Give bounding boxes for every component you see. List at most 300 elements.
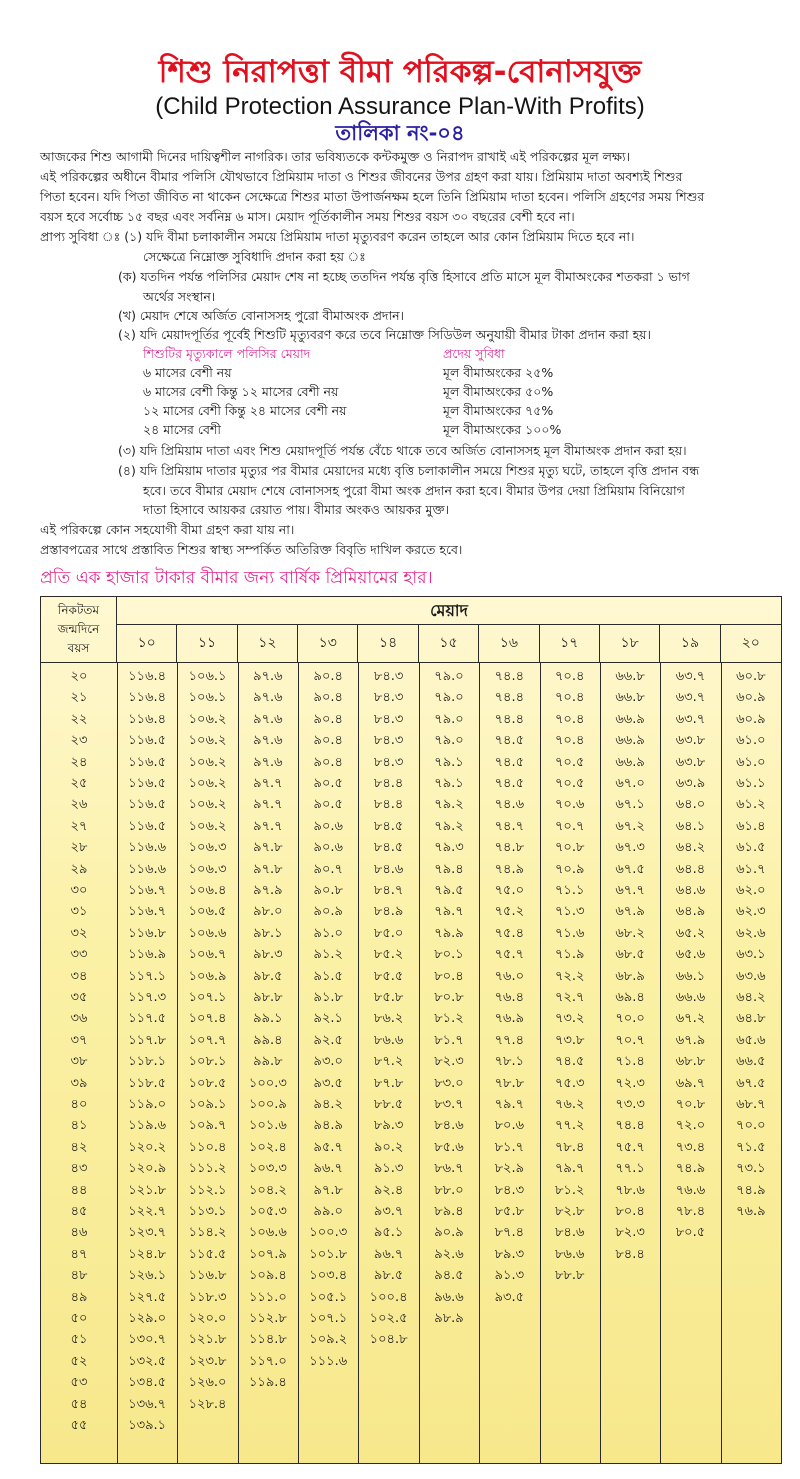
premium-rate-cell: ৮৪.৪ [615,1246,645,1262]
premium-rate-title: প্রতি এক হাজার টাকার বীমার জন্য বার্ষিক প্রিমিয়ামের হার। [40,568,433,588]
term-header: মেয়াদ [117,597,781,625]
plan-title-bengali: শিশু নিরাপত্তা বীমা পরিকল্প-বোনাসযুক্ত [158,54,642,90]
premium-rate-cell: ৯৭.৯ [253,883,283,898]
age-cell: ২৪ [70,754,88,770]
premium-rate-cell: ১১৬.৭ [128,904,167,920]
premium-rate-cell: ৭৭.২ [554,1118,585,1134]
premium-rate-cell: ৭৯.২ [434,797,464,813]
premium-rate-cell: ৭১.৫ [736,1139,766,1155]
premium-rate-cell: ৬৪.০ [675,797,706,813]
premium-rate-cell: ৭৪.৫ [494,776,525,791]
premium-rate-cell: ৯৩.৫ [313,1075,343,1091]
premium-rate-cell: ১০৯.৭ [188,1118,227,1134]
premium-rate-cell: ৭৮.৪ [675,1204,706,1219]
premium-rate-cell: ১০০.৩ [248,1075,287,1091]
term-column-headers [117,625,781,663]
premium-rate-cell: ৭৪.৫ [494,754,525,770]
age-cell: ৪৭ [70,1246,88,1262]
premium-rate-cell: ৭৯.৭ [554,1161,585,1177]
intro-line: পিতা হবেন। যদি পিতা জীবিত না থাকেন সেক্ষেত্রে শিশুর মাতা উপার্জনক্ষম হলে তিনি প্রিমিয়াম দাতা হবেন। পলিসি গ্রহণের সময় শিশুর [40,189,705,204]
schedule-period: ২৪ মাসের বেশী [143,422,221,437]
premium-rate-cell: ৯০.৭ [313,861,343,877]
premium-rate-cell: ৭৮.৪ [554,1139,585,1155]
premium-rate-cell: ৯৮.৫ [253,968,283,984]
intro-line: অর্থের সংস্থান। [143,289,216,304]
term-column-header: ১৭ [540,625,600,662]
age-cell: ৫০ [70,1311,88,1326]
premium-rate-cell: ৭৯.০ [434,669,464,684]
benefit-line: হবে। তবে বীমার মেয়াদ শেষে বোনাসসহ পুরো বীমা অংক প্রদান করা হবে। বীমার উপর দেয়া প্রিমিয়াম বিনিয়োগ [143,483,685,498]
premium-rate-cell: ১২৩.৮ [188,1353,227,1369]
premium-rate-cell: ১১৪.৮ [248,1332,287,1348]
premium-rate-cell: ৯৯.৮ [253,1054,283,1070]
premium-rate-cell: ১১৬.৪ [128,690,167,706]
premium-rate-cell: ৬৩.৯ [675,776,706,791]
premium-rate-cell: ৬১.৪ [736,818,766,834]
premium-rate-cell: ৮১.৭ [494,1139,525,1155]
premium-rate-cell: ৯৫.৭ [313,1139,343,1155]
premium-rate-cell: ৮৫.০ [373,925,404,941]
premium-rate-cell: ১৩৯.১ [128,1418,167,1433]
premium-rate-cell: ৬১.০ [736,754,766,770]
plan-title-english: (Child Protection Assurance Plan-With Profits) [155,93,645,120]
premium-rate-cell: ৮৯.৩ [494,1246,525,1262]
premium-rate-cell: ৬৮.৯ [615,968,645,984]
premium-rate-cell: ৭৯.৭ [434,904,464,920]
premium-rate-cell: ৬৪.৮ [736,1011,766,1027]
premium-rate-cell: ১০৭.৪ [188,1011,227,1027]
premium-rate-cell: ৬৬.৯ [615,711,645,727]
premium-rate-cell: ১০৬.৭ [188,947,227,963]
premium-rate-cell: ১২২.৭ [128,1204,167,1219]
term-column-header: ১১ [177,625,237,662]
age-cell: ৩৫ [70,990,88,1005]
term-column-header: ১৩ [298,625,358,662]
age-cell: ২৬ [70,797,88,813]
age-cell: ৩৩ [70,947,88,963]
premium-rate-cell: ৭৯.১ [434,754,464,770]
premium-rate-cell: ১১৬.৫ [128,776,167,791]
intro-line: (ক) যতদিন পর্যন্ত পলিসির মেয়াদ শেষ না হচ্ছে ততদিন পর্যন্ত বৃত্তি হিসাবে প্রতি মাসে মূল বীমাঅংকের শতকরা ১ ভাগ [118,269,690,284]
premium-rate-cell: ৮৬.৭ [434,1161,464,1177]
premium-rate-cell: ১১৮.৩ [188,1289,227,1305]
age-cell: ৩১ [70,904,88,920]
age-cell: ৪০ [70,1097,88,1112]
premium-rate-cell: ৮৩.০ [434,1075,464,1091]
premium-rate-cell: ৭০.৪ [554,690,585,706]
premium-rate-cell: ৭৪.৭ [494,818,525,834]
premium-rate-cell: ১০৮.৫ [188,1075,227,1091]
age-cell: ৪৫ [70,1204,88,1219]
intro-line: (খ) মেয়াদ শেষে অর্জিত বোনাসসহ পুরো বীমাঅংক প্রদান। [118,308,405,323]
premium-rate-cell: ১১৬.৫ [128,797,167,813]
premium-rate-cell: ১০৬.৫ [188,904,227,920]
premium-rate-cell: ১১৮.১ [128,1054,167,1070]
premium-rate-cell: ৮১.২ [554,1182,585,1198]
premium-rate-cell: ১০৬.২ [188,776,227,791]
premium-rate-cell: ৭৪.৪ [615,1118,645,1134]
premium-rate-cell: ৮৪.৩ [373,733,404,749]
premium-rate-cell: ১০৬.২ [188,711,227,727]
premium-rate-cell: ১১৬.৮ [188,1268,227,1284]
premium-rate-cell: ৮৩.৭ [434,1097,464,1112]
premium-rate-cell: ৭৬.৪ [494,990,525,1005]
premium-rate-cell: ১০৬.৬ [188,925,227,941]
premium-rate-cell: ৭৪.৪ [494,711,525,727]
premium-rate-cell: ৮৪.৪ [373,776,404,791]
premium-rate-cell: ৭০.৯ [554,861,585,877]
premium-rate-cell: ১৩২.৫ [128,1353,167,1369]
age-cell: ৪৮ [70,1268,88,1284]
premium-rate-cell: ১১৬.৫ [128,733,167,749]
premium-rate-cell: ৯১.৮ [313,990,343,1005]
age-cell: ৩৬ [70,1011,88,1027]
premium-rate-cell: ১১৯.০ [128,1097,167,1112]
premium-rate-cell: ৭৫.০ [494,883,525,898]
premium-rate-cell: ১২৭.৫ [128,1289,167,1305]
age-cell: ২০ [70,669,88,684]
premium-rate-cell: ১০৬.১ [188,669,227,684]
premium-rate-cell: ৭০.৭ [554,818,585,834]
premium-rate-cell: ১০৭.৯ [248,1246,287,1262]
premium-rate-cell: ১০৩.৪ [309,1268,348,1284]
premium-rate-cell: ৮২.৩ [615,1225,645,1241]
premium-rate-cell: ৬৬.১ [675,968,706,984]
premium-rate-cell: ১০০.৯ [248,1097,287,1112]
premium-rate-cell: ৬৩.১ [736,947,766,963]
premium-rate-cell: ৭২.২ [554,968,585,984]
age-cell: ২১ [70,690,88,706]
premium-rate-cell: ৬৭.২ [675,1011,706,1027]
term-column-header: ১৮ [600,625,660,662]
premium-rate-cell: ৯৭.৮ [313,1182,343,1198]
age-cell: ৪২ [70,1139,88,1155]
premium-rate-cell: ৯১.৩ [373,1161,404,1177]
premium-rate-cell: ৯৭.৬ [253,733,283,749]
premium-rate-cell: ১০৪.২ [248,1182,287,1198]
age-cell: ৩৪ [70,968,88,984]
premium-rate-cell: ১২১.৮ [188,1332,227,1348]
premium-rate-cell: ৬৪.২ [736,990,766,1005]
intro-line: প্রাপ্য সুবিধা ঃ (১) যদি বীমা চলাকালীন সময়ে প্রিমিয়াম দাতা মৃত্যুবরণ করেন তাহলে আর কোন প্রিমিয়াম দিতে হবে না। [40,229,635,244]
premium-rate-cell: ৯৮.৫ [373,1268,404,1284]
premium-rate-cell: ৬৫.৬ [675,947,706,963]
premium-rate-cell: ৮৬.২ [373,1011,404,1027]
schedule-period: ১২ মাসের বেশী কিন্তু ২৪ মাসের বেশী নয় [143,403,347,418]
age-cell: ৩৯ [70,1075,88,1091]
premium-rate-cell: ৭৬.৯ [494,1011,525,1027]
premium-rate-cell: ১২০.২ [128,1139,167,1155]
premium-rate-cell: ৯১.০ [313,925,343,941]
premium-rate-cell: ৯০.৪ [313,711,343,727]
premium-rate-cell: ৯২.৬ [434,1246,464,1262]
premium-rate-cell: ১২৬.০ [188,1375,227,1391]
premium-rate-cell: ৯০.৯ [434,1225,464,1241]
premium-rate-cell: ৯৭.৬ [253,754,283,770]
premium-rate-cell: ৮২.৩ [434,1054,464,1070]
premium-rate-cell: ৮৫.৫ [373,968,404,984]
premium-rate-cell: ৯৭.৬ [253,711,283,727]
premium-rate-cell: ৯৯.০ [313,1204,343,1219]
premium-rate-cell: ৭৪.৯ [494,861,525,877]
premium-rate-cell: ৬৭.৫ [615,861,645,877]
premium-rate-cell: ৮৭.৪ [494,1225,525,1241]
premium-rate-cell: ১৩৬.৭ [128,1396,167,1412]
premium-rate-cell: ৯০.৪ [313,754,343,770]
premium-rate-cell: ১০৪.৮ [369,1332,408,1348]
premium-rate-cell: ৭৩.১ [736,1161,766,1177]
premium-rate-cell: ৯৮.০ [253,904,283,920]
premium-rate-cell: ৬১.২ [736,797,766,813]
intro-line: বয়স হবে সর্বোচ্চ ১৫ বছর এবং সর্বনিম্ন ৬ মাস। মেয়াদ পূর্তিকালীন সময় শিশুর বয়স ৩০ বছরের বেশী হবে না। [40,209,575,224]
premium-rate-cell: ৯০.৫ [313,797,343,813]
benefit-line: দাতা হিসাবে আয়কর রেয়াত পায়। বীমার অংকও আয়কর মুক্ত। [143,502,450,517]
intro-line: আজকের শিশু আগামী দিনের দায়িত্বশীল নাগরিক। তার ভবিষ্যতকে কন্টকমুক্ত ও নিরাপদ রাখাই এই পরিকল্পের মূল লক্ষ্য। [40,149,631,164]
premium-rate-cell: ৬২.৬ [736,925,766,941]
premium-rate-cell: ৬৪.৯ [675,904,706,920]
premium-rate-cell: ৬৭.০ [615,776,645,791]
premium-rate-cell: ৬৭.৯ [615,904,645,920]
premium-rate-cell: ১১৬.৪ [128,711,167,727]
premium-rate-cell: ১০৯.১ [188,1097,227,1112]
premium-rate-cell: ৯০.৪ [313,690,343,706]
premium-rate-cell: ১০৬.৪ [188,883,227,898]
premium-rate-cell: ১০৫.৩ [248,1204,287,1219]
premium-rate-cell: ৭০.৪ [554,733,585,749]
premium-rate-cell: ৭৬.৯ [736,1204,766,1219]
premium-rate-cell: ৭০.৭ [615,1032,645,1048]
premium-rate-cell: ১০৬.৯ [188,968,227,984]
premium-rate-cell: ৮০.৫ [675,1225,706,1241]
premium-rate-cell: ১১৬.৬ [128,840,167,856]
premium-rate-cell: ৬৩.৬ [736,968,766,984]
age-column-header [41,597,117,663]
premium-rate-cell: ৮৪.৬ [373,861,404,877]
premium-rate-cell: ৮০.১ [434,947,464,963]
premium-rate-cell: ১৩৪.৫ [128,1375,167,1391]
schedule-benefit: মূল বীমাঅংকের ৭৫% [443,403,554,418]
premium-rate-cell: ৭৩.৩ [615,1097,645,1112]
premium-rate-cell: ১১১.৬ [309,1353,348,1369]
premium-rate-cell: ৮৫.২ [373,947,404,963]
age-cell: ৫৫ [70,1418,88,1433]
term-column-header: ১৫ [419,625,479,662]
premium-rate-cell: ৯৯.৪ [253,1032,283,1048]
premium-rate-cell: ১২৮.৪ [188,1396,227,1412]
premium-rate-cell: ৯৩.৭ [373,1204,404,1219]
premium-rate-cell: ১০০.৪ [369,1289,408,1305]
premium-rate-cell: ৮৭.২ [373,1054,404,1070]
premium-rate-cell: ১১২.৮ [248,1311,287,1326]
premium-rate-cell: ৯০.৪ [313,669,343,684]
premium-rate-cell: ৯২.৪ [373,1182,404,1198]
premium-rate-cell: ৮৭.৮ [373,1075,404,1091]
premium-rate-cell: ৮৪.৫ [373,840,404,856]
premium-rate-cell: ৬৮.২ [615,925,645,941]
premium-rate-cell: ৮৪.৬ [554,1225,585,1241]
age-header-line: বয়স [67,641,90,655]
premium-rate-cell: ৮৪.৯ [373,904,404,920]
premium-rate-cell: ৭৪.৯ [675,1161,706,1177]
premium-rate-cell: ৭৮.১ [494,1054,525,1070]
premium-rate-cell: ৯০.৬ [313,818,343,834]
premium-rate-cell: ৭০.৪ [554,669,585,684]
premium-rate-cell: ৭০.৪ [554,711,585,727]
premium-rate-cell: ১১৬.৫ [128,754,167,770]
premium-rate-cell: ১১৬.৪ [128,669,167,684]
premium-rate-cell: ৯৭.৬ [253,690,283,706]
premium-rate-cell: ৮৪.৫ [373,818,404,834]
premium-rate-cell: ৬১.০ [736,733,766,749]
premium-rate-cell: ৯০.৯ [313,904,343,920]
premium-rate-cell: ৬০.৯ [736,690,766,706]
premium-rate-cell: ৮০.৪ [615,1204,645,1219]
premium-rate-cell: ৮৫.৮ [373,990,404,1005]
premium-rate-cell: ৭১.৪ [615,1054,645,1070]
premium-rate-cell: ৯৭.৮ [253,840,283,856]
premium-rate-cell: ১২০.০ [188,1311,227,1326]
premium-rate-cell: ৭৬.০ [494,968,525,984]
premium-rate-cell: ১১৭.০ [248,1353,287,1369]
premium-rate-cell: ৭৫.৭ [494,947,525,963]
premium-rate-cell: ৬৪.২ [675,840,706,856]
premium-rate-cell: ৮৫.৮ [494,1204,525,1219]
benefit-line: এই পরিকল্পে কোন সহযোগী বীমা গ্রহণ করা যায় না। [40,522,295,537]
premium-rate-cell: ৬৬.৫ [736,1054,766,1070]
premium-rate-cell: ১০৬.৬ [248,1225,287,1241]
premium-rate-cell: ১০৭.১ [309,1311,348,1326]
age-header-line: নিকটতম [57,603,100,617]
premium-rate-cell: ৬৬.৮ [615,690,645,706]
premium-rate-cell: ১০৬.১ [188,690,227,706]
schedule-benefit: মূল বীমাঅংকের ১০০% [443,422,562,437]
premium-rate-cell: ৯৮.৯ [434,1311,464,1326]
premium-rate-cell: ৭৯.১ [434,776,464,791]
premium-rate-cell: ৯০.৫ [313,776,343,791]
premium-rate-cell: ১১৮.৫ [128,1075,167,1091]
premium-rate-cell: ১২৩.৭ [128,1225,167,1241]
premium-rate-cell: ৯৪.৫ [434,1268,464,1284]
premium-rate-cell: ৬৬.৯ [615,733,645,749]
premium-rate-cell: ৭১.৯ [554,947,585,963]
premium-rate-cell: ৮৪.৭ [373,883,404,898]
premium-rate-cell: ৭৭.১ [615,1161,645,1177]
age-cell: ২৯ [70,861,88,877]
schedule-header-benefit: প্রদেয় সুবিধা [443,346,505,361]
premium-rate-cell: ৯৮.১ [253,925,283,941]
premium-rate-cell: ৮২.৮ [554,1204,585,1219]
age-cell: ৫৩ [70,1375,88,1391]
premium-rate-cell: ৮৪.৩ [494,1182,525,1198]
premium-rate-cell: ৮৪.৩ [373,690,404,706]
premium-rate-cell: ১০৮.১ [188,1054,227,1070]
premium-rate-cell: ৬১.৫ [736,840,766,856]
premium-rate-cell: ৭০.৮ [554,840,585,856]
premium-rate-cell: ৭০.৬ [554,797,585,813]
benefit-line: (৩) যদি প্রিমিয়াম দাতা এবং শিশু মেয়াদপূর্তি পর্যন্ত বেঁচে থাকে তবে অর্জিত বোনাসসহ মূল বীমাঅংক প্রদান করা হয়। [118,443,687,458]
premium-rate-cell: ১১১.২ [188,1161,227,1177]
premium-rate-cell: ১০৬.২ [188,797,227,813]
premium-rate-cell: ৬০.৮ [736,669,766,684]
premium-rate-cell: ১০৯.২ [309,1332,348,1348]
premium-rate-cell: ৮০.৮ [434,990,464,1005]
premium-rate-cell: ৭৩.২ [554,1011,585,1027]
premium-rate-cell: ৬৮.৫ [615,947,645,963]
premium-rate-cell: ১০৬.২ [188,818,227,834]
premium-rate-cell: ৬৩.৭ [675,690,706,706]
premium-rate-cell: ৭৫.৭ [615,1139,645,1155]
term-column-header: ১০ [117,625,177,662]
age-cell: ৫৪ [70,1396,88,1412]
premium-rate-cell: ৭০.০ [615,1011,645,1027]
premium-rate-cell: ৭২.৭ [554,990,585,1005]
premium-rate-cell: ১১৬.৯ [128,947,167,963]
premium-rate-cell: ৬৬.৯ [615,754,645,770]
premium-rate-cell: ১০৭.১ [188,990,227,1005]
premium-rate-cell: ৭০.৫ [554,776,585,791]
term-column-header: ১২ [238,625,298,662]
premium-rate-cell: ১০৭.৭ [188,1032,227,1048]
premium-rate-cell: ৭৬.৬ [675,1182,706,1198]
premium-rate-cell: ৯১.৩ [494,1268,525,1284]
premium-rate-cell: ৯২.১ [313,1011,343,1027]
premium-rate-cell: ৬২.০ [736,883,766,898]
premium-rate-cell: ১১১.০ [248,1289,287,1305]
schedule-period: ৬ মাসের বেশী কিন্তু ১২ মাসের বেশী নয় [143,384,339,399]
premium-rate-cell: ৮৬.৬ [373,1032,404,1048]
age-cell: ২৩ [70,733,88,749]
premium-rate-cell: ১১০.৪ [188,1139,227,1155]
premium-rate-cell: ৮০.৪ [434,968,464,984]
premium-rate-cell: ৭০.৫ [554,754,585,770]
premium-rate-cell: ৭৪.৫ [494,733,525,749]
premium-rate-cell: ৭৩.৪ [675,1139,706,1155]
premium-rate-cell: ৯৭.৭ [253,797,283,813]
intro-line: এই পরিকল্পের অধীনে বীমার পলিসি যৌথভাবে প্রিমিয়াম দাতা ও শিশুর জীবনের উপর গ্রহণ করা যায়। প্রিমিয়াম দাতা অবশ্যই শিশুর [40,169,683,184]
premium-rate-cell: ৭৯.২ [434,818,464,834]
premium-rate-cell: ৬৮.৭ [736,1097,766,1112]
premium-rate-cell: ৭৬.২ [554,1097,585,1112]
age-header-line: জন্মদিনে [57,622,100,636]
premium-rate-cell: ৭৯.০ [434,711,464,727]
premium-rate-cell: ১১৫.৫ [188,1246,227,1262]
schedule-header-period: শিশুটির মৃত্যুকালে পলিসির মেয়াদ [143,346,311,361]
premium-rate-cell: ৭৩.৮ [554,1032,585,1048]
benefit-line: প্রস্তাবপত্রের সাথে প্রস্তাবিত শিশুর স্বাস্থ্য সম্পর্কিত অতিরিক্ত বিবৃতি দাখিল করতে হবে। [40,542,463,557]
age-cell: ৩৮ [70,1054,88,1070]
premium-rate-cell: ৮২.৯ [494,1161,525,1177]
premium-rate-cell: ৭০.৮ [675,1097,706,1112]
age-cell: ৪৯ [70,1289,88,1305]
premium-rate-cell: ৭৯.৪ [434,861,464,877]
premium-rate-cell: ৮০.৬ [494,1118,525,1134]
premium-rate-cell: ১০৬.২ [188,754,227,770]
premium-rate-cell: ৮৯.৩ [373,1118,404,1134]
age-cell: ৪৪ [70,1182,88,1198]
premium-rate-cell: ৯৬.৬ [434,1289,464,1305]
premium-rate-cell: ৬৭.৭ [615,883,645,898]
premium-rate-cell: ৮৪.৩ [373,711,404,727]
intro-line: সেক্ষেত্রে নিম্নোক্ত সুবিধাদি প্রদান করা হয় ঃ [143,249,366,264]
premium-rate-cell: ৮৪.৬ [434,1118,464,1134]
premium-rate-cell: ৯১.২ [313,947,343,963]
premium-rate-cell: ৯৪.৯ [313,1118,343,1134]
premium-rate-cell: ৭২.০ [675,1118,706,1134]
premium-rate-cell: ৯৭.৮ [253,861,283,877]
premium-rate-cell: ৯৬.৭ [373,1246,404,1262]
age-cell: ৩৭ [70,1032,88,1048]
premium-rate-cell: ৭৫.৩ [554,1075,585,1091]
